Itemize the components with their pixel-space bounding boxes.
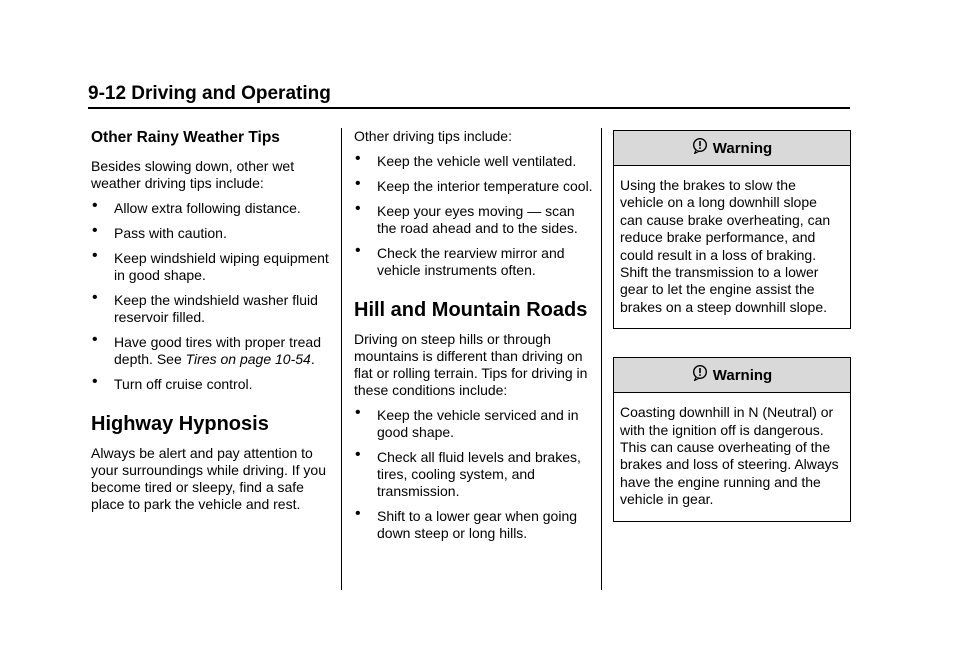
section-heading-rainy: Other Rainy Weather Tips	[91, 129, 280, 146]
list-item: • Turn off cruise control.	[92, 373, 253, 392]
list-item: • Allow extra following distance.	[92, 197, 301, 216]
bullet-icon: •	[92, 222, 98, 239]
warning-text: Using the brakes to slow the vehicle on a long downhill slope can cause brake overheating, can reduce brake performance, and could result in a loss of braking. Shift the transmission to a lower gear to let the engine assist the brakes on a steep downhill slope.	[620, 177, 831, 315]
bullet-icon: •	[92, 373, 98, 390]
bullet-icon: •	[92, 247, 98, 264]
page-title: 9-12 Driving and Operating	[88, 83, 331, 104]
bullet-icon: •	[92, 197, 98, 214]
warning-title: Warning	[712, 366, 773, 384]
bullet-icon: •	[355, 175, 361, 192]
list-item: • Check the rearview mirror and vehicle instruments often.	[355, 242, 565, 278]
section-heading-hypnosis: Highway Hypnosis	[91, 413, 269, 435]
page-header	[88, 82, 850, 106]
warning-icon	[692, 138, 708, 154]
section-heading-mountain: Hill and Mountain Roads	[354, 299, 588, 321]
bullet-icon: •	[355, 404, 361, 421]
list-item: • Have good tires with proper tread depth. See Tires on page 10-54.	[92, 331, 321, 367]
bullet-icon: •	[92, 289, 98, 306]
list-item: • Keep the vehicle serviced and in good shape.	[355, 404, 579, 440]
list-item: • Keep the interior temperature cool.	[355, 175, 593, 194]
warning-text: Coasting downhill in N (Neutral) or with the ignition off is dangerous. This can cause overheating of the brakes and loss of steering. Always have the engine running and the vehicle in gear.	[620, 404, 839, 508]
list-item: • Keep windshield wiping equipment in good shape.	[92, 247, 329, 283]
header-rule	[88, 107, 850, 109]
warning-box	[613, 130, 851, 329]
warning-box	[613, 357, 851, 521]
column-divider-1	[341, 128, 342, 590]
warning-icon	[692, 365, 708, 381]
bullet-icon: •	[92, 331, 98, 348]
list-item: • Check all fluid levels and brakes, tires, cooling system, and transmission.	[355, 446, 581, 499]
bullet-icon: •	[355, 150, 361, 167]
list-item: • Keep the vehicle well ventilated.	[355, 150, 577, 169]
warning-title: Warning	[712, 139, 773, 157]
column-divider-2	[601, 128, 602, 590]
list-item: • Keep the windshield washer fluid reservoir filled.	[92, 289, 318, 325]
hypnosis-text: Always be alert and pay attention to your surroundings while driving. If you become tired or sleepy, find a safe place to park the vehicle and rest.	[91, 445, 327, 512]
bullet-icon: •	[355, 200, 361, 217]
bullet-icon: •	[355, 242, 361, 259]
warning-header	[614, 131, 850, 166]
column-1	[91, 128, 331, 521]
warning-header	[614, 358, 850, 393]
column-2	[354, 128, 594, 550]
bullet-icon: •	[355, 505, 361, 522]
list-item: • Keep your eyes moving — scan the road ahead and to the sides.	[355, 200, 578, 236]
list-item: • Shift to a lower gear when going down steep or long hills.	[355, 505, 578, 541]
driving-tips-intro: Other driving tips include:	[354, 128, 512, 144]
list-item: • Pass with caution.	[92, 222, 227, 241]
bullet-icon: •	[355, 446, 361, 463]
tires-link[interactable]: Tires on page 10-54	[185, 351, 311, 367]
mountain-intro: Driving on steep hills or through mountains is different than driving on flat or rolling terrain. Tips for driving in these conditions include:	[354, 331, 588, 398]
rainy-intro: Besides slowing down, other wet weather driving tips include:	[91, 158, 295, 191]
column-3	[613, 130, 850, 522]
